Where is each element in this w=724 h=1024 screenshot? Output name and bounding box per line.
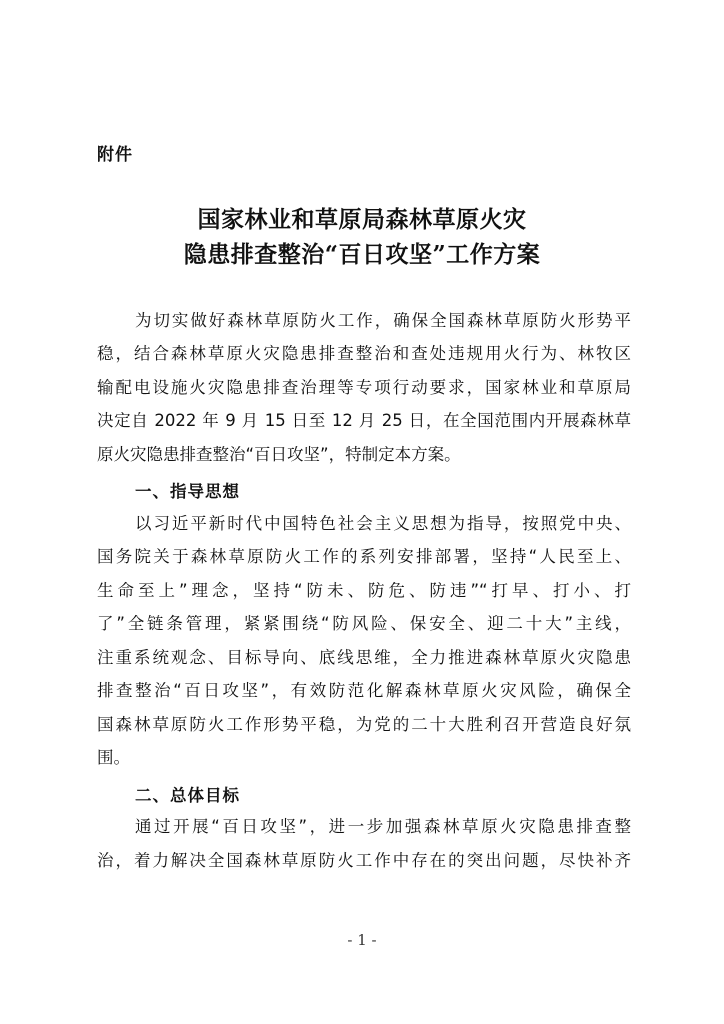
document-title-line-2: 隐患排查整治“百日攻坚”工作方案 — [183, 241, 541, 268]
intro-line: 原火灾隐患排查整治“百日攻坚”，特制定本方案。 — [97, 445, 461, 464]
intro-line: 决定自 2022 年 9 月 15 日至 12 月 25 日，在全国范围内开展森林草 — [97, 411, 631, 430]
section1-line: 生命至上”理念，坚持“防未、防危、防违”“打早、打小、打 — [97, 581, 631, 600]
section1-line: 国务院关于森林草原防火工作的系列安排部署，坚持“人民至上、 — [97, 547, 631, 566]
intro-line: 为切实做好森林草原防火工作，确保全国森林草原防火形势平 — [135, 311, 631, 330]
section1-line: 以习近平新时代中国特色社会主义思想为指导，按照党中央、 — [135, 514, 631, 533]
section1-line: 注重系统观念、目标导向、底线思维，全力推进森林草原火灾隐患 — [97, 648, 631, 667]
document-title-line-1: 国家林业和草原局森林草原火灾 — [197, 206, 527, 233]
section2-line: 治，着力解决全国森林草原防火工作中存在的突出问题，尽快补齐 — [97, 851, 631, 870]
section2-line: 通过开展“百日攻坚”，进一步加强森林草原火灾隐患排查整 — [135, 817, 631, 836]
section-heading-guiding-ideology: 一、指导思想 — [135, 482, 240, 501]
intro-line: 输配电设施火灾隐患排查治理等专项行动要求，国家林业和草原局 — [97, 378, 631, 397]
section-heading-overall-goal: 二、总体目标 — [135, 786, 240, 805]
attachment-label: 附件 — [97, 145, 133, 165]
intro-line: 稳，结合森林草原火灾隐患排查整治和查处违规用火行为、林牧区 — [97, 344, 631, 363]
section1-line: 国森林草原防火工作形势平稳，为党的二十大胜利召开营造良好氛 — [97, 715, 631, 734]
section1-line: 排查整治“百日攻坚”，有效防范化解森林草原火灾风险，确保全 — [97, 681, 631, 700]
section1-line: 围。 — [97, 748, 130, 767]
page-number: - 1 - — [347, 931, 377, 949]
section1-line: 了”全链条管理，紧紧围绕“防风险、保安全、迎二十大”主线， — [97, 614, 631, 633]
